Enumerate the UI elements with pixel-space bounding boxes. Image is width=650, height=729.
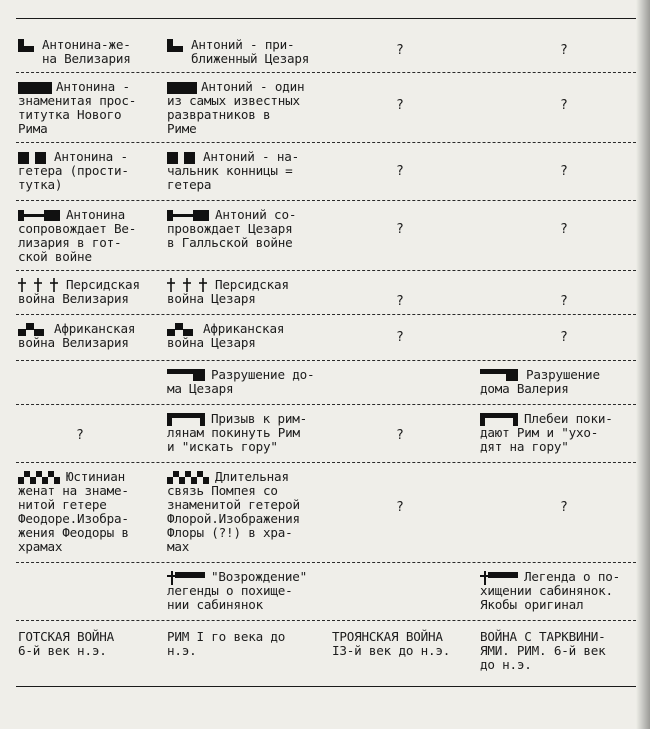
cell-text: Персидская война Цезаря [167, 277, 289, 306]
trojan-cell: ? [396, 98, 404, 113]
page-edge-shadow [636, 0, 650, 729]
cell-text: Длительная связь Помпея со знаменитой гетерой Флорой.Изображения Флоры (?!) в хра- мах [167, 469, 300, 554]
tarquin-cell: ? [560, 43, 568, 58]
cell-text: "Возрождение" легенды о похище- нии сабинянок [167, 569, 307, 612]
cell-text: Антоний со- провождает Цезаря в Галльской войне [167, 207, 297, 250]
row-divider [16, 72, 636, 73]
cell-text: Африканская война Цезаря [167, 321, 285, 350]
tarquin-cell: ? [560, 330, 568, 345]
cell-text: Разрушение дома Валерия [480, 367, 600, 396]
l-block-icon [18, 39, 36, 52]
top-rule [16, 18, 636, 19]
trojan-cell: ? [396, 43, 404, 58]
cell-text: Антонина-же- на Велизария [42, 37, 131, 66]
gothic-war-label: ГОТСКАЯ ВОЙНА 6-й век н.э. [18, 629, 114, 658]
trojan-cell: ? [396, 330, 404, 345]
cell-text: Разрушение до- ма Цезаря [167, 367, 315, 396]
row-divider [16, 360, 636, 361]
trojan-cell: ? [396, 222, 404, 237]
cell-text: Африканская война Велизария [18, 321, 136, 350]
bottom-rule [16, 686, 636, 687]
row-divider [16, 404, 636, 405]
cell-text: Антоний - при- ближенный Цезаря [191, 37, 310, 66]
cell-text: Антонина сопровождает Ве- лизария в гот- ской войне [18, 207, 137, 264]
rome-label: РИМ I го века до н.э. [167, 629, 286, 658]
trojan-cell: ? [396, 500, 404, 515]
row-divider [16, 562, 636, 563]
cell-text: Антоний - один из самых известных развратников в Риме [167, 79, 305, 136]
cell-text: Антонина - гетера (прости- тутка) [18, 149, 129, 192]
trojan-war-label: ТРОЯНСКАЯ ВОЙНА I3-й век до н.э. [332, 629, 451, 658]
cell-text: Персидская война Велизария [18, 277, 140, 306]
cell-text: Легенда о по- хищении сабинянок. Якобы оригинал [480, 569, 620, 612]
gothic-cell: ? [76, 428, 84, 443]
tarquin-war-label: ВОЙНА С ТАРКВИНИ- ЯМИ. РИМ. 6-й век до н.э. [480, 629, 606, 672]
cell-text: Юстиниан женат на знаме- нитой гетере Феодоре.Изобра- жения Феодоры в храмах [18, 469, 129, 554]
tarquin-cell: ? [560, 222, 568, 237]
tarquin-cell: ? [560, 164, 568, 179]
cell-text: Плебеи поки- дают Рим и "ухо- дят на гору" [480, 411, 613, 454]
trojan-cell: ? [396, 428, 404, 443]
trojan-cell: ? [396, 164, 404, 179]
row-divider [16, 462, 636, 463]
trojan-cell: ? [396, 294, 404, 309]
l-block-icon [167, 39, 185, 52]
row-divider [16, 314, 636, 315]
tarquin-cell: ? [560, 500, 568, 515]
row-divider [16, 142, 636, 143]
row-divider [16, 200, 636, 201]
row-divider [16, 620, 636, 621]
tarquin-cell: ? [560, 98, 568, 113]
cell-text: Антоний - на- чальник конницы = гетера [167, 149, 299, 192]
cell-text: Антонина - знаменитая прос- титутка Нового Рима [18, 79, 137, 136]
tarquin-cell: ? [560, 294, 568, 309]
cell-text: Призыв к рим- лянам покинуть Рим и "искать гору" [167, 411, 307, 454]
row-divider [16, 270, 636, 271]
